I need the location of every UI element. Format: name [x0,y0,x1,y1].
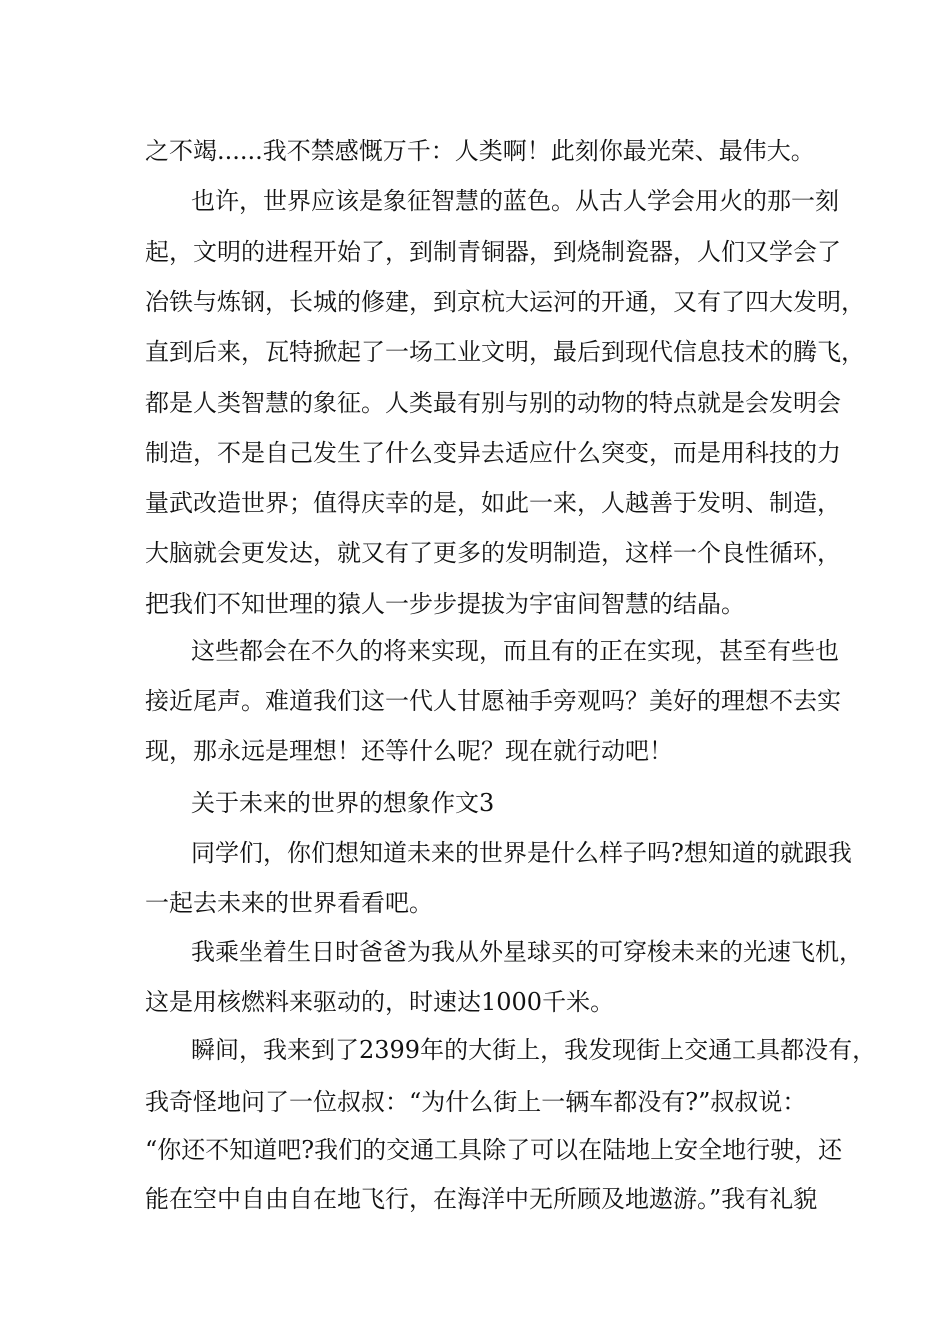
text-line: 之不竭......我不禁感慨万千：人类啊！此刻你最光荣、最伟大。 [145,137,815,165]
text-line: 这是用核燃料来驱动的，时速达1000千米。 [145,988,615,1016]
text-line: 直到后来，瓦特掀起了一场工业文明，最后到现代信息技术的腾飞， [145,338,865,366]
section-title: 关于未来的世界的想象作文3 [191,789,495,817]
text-line: 这些都会在不久的将来实现，而且有的正在实现，甚至有些也 [191,637,839,665]
text-line: 接近尾声。难道我们这一代人甘愿袖手旁观吗？美好的理想不去实 [145,687,841,715]
text-line: 现，那永远是理想！还等什么呢？现在就行动吧！ [145,737,673,765]
text-line: 起，文明的进程开始了，到制青铜器，到烧制瓷器，人们又学会了 [145,238,841,266]
text-line: 同学们，你们想知道未来的世界是什么样子吗?想知道的就跟我 [191,839,852,867]
text-line: 制造，不是自己发生了什么变异去适应什么突变，而是用科技的力 [145,439,841,467]
text-line: 我奇怪地问了一位叔叔：“为什么街上一辆车都没有?”叔叔说： [145,1088,807,1116]
text-line: 一起去未来的世界看看吧。 [145,889,433,917]
text-line: 我乘坐着生日时爸爸为我从外星球买的可穿梭未来的光速飞机， [191,938,863,966]
text-line: 都是人类智慧的象征。人类最有别与别的动物的特点就是会发明会 [145,389,841,417]
text-line: 也许，世界应该是象征智慧的蓝色。从古人学会用火的那一刻 [191,187,839,215]
text-line: 大脑就会更发达，就又有了更多的发明制造，这样一个良性循环， [145,539,841,567]
text-line: 把我们不知世理的猿人一步步提拔为宇宙间智慧的结晶。 [145,590,745,618]
text-line: “你还不知道吧?我们的交通工具除了可以在陆地上安全地行驶，还 [145,1136,843,1164]
text-line: 能在空中自由自在地飞行，在海洋中无所顾及地遨游。”我有礼貌 [145,1185,818,1213]
text-line: 量武改造世界；值得庆幸的是，如此一来，人越善于发明、制造， [145,489,841,517]
text-line: 冶铁与炼钢，长城的修建，到京杭大运河的开通，又有了四大发明， [145,288,865,316]
text-line: 瞬间，我来到了2399年的大街上，我发现街上交通工具都没有， [191,1036,877,1064]
